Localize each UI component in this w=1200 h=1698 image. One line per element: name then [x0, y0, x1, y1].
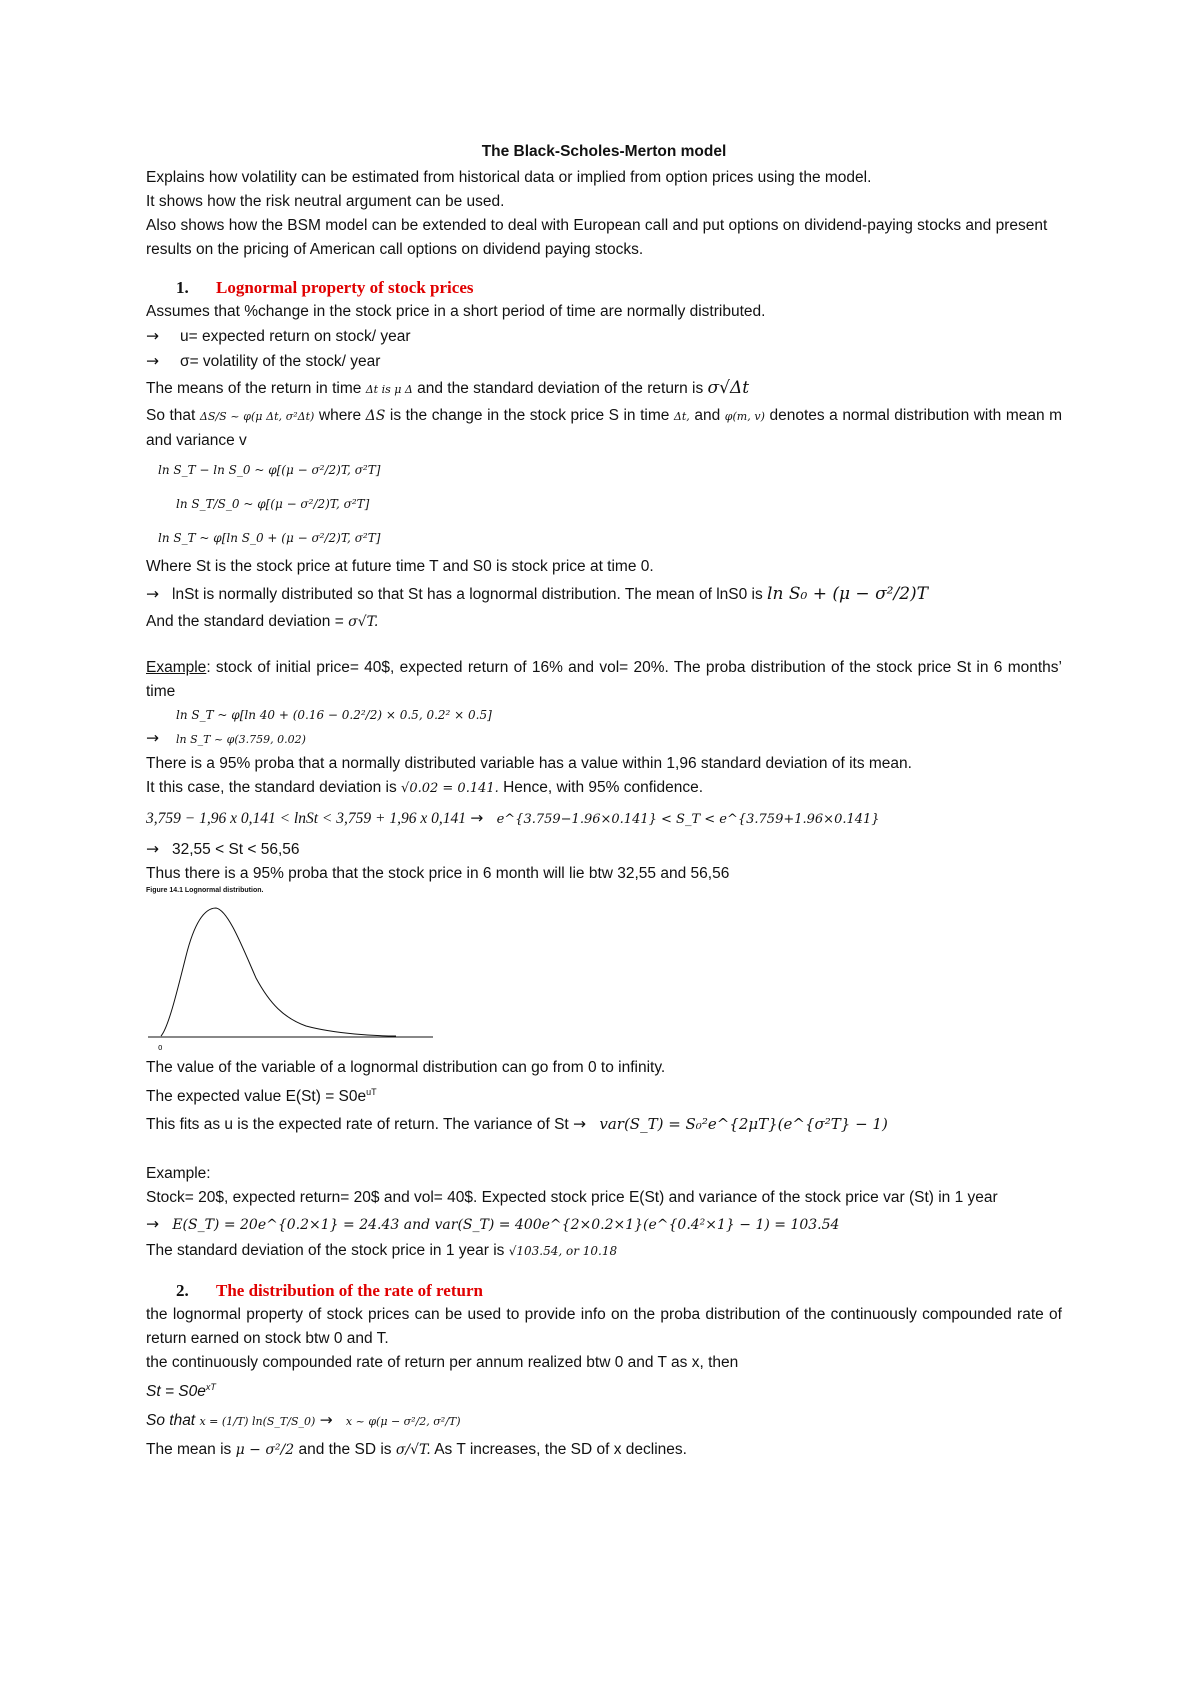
section-2-heading — [146, 1279, 1062, 1303]
equation-1: ln S_T − ln S_0 ~ φ[(μ − σ²/2)T, σ²T] — [158, 463, 381, 477]
value-line: The value of the variable of a lognormal distribution can go from 0 to infinity. — [146, 1059, 666, 1076]
equation-2: ln S_T/S_0 ~ φ[(μ − σ²/2)T, σ²T] — [176, 497, 370, 511]
section-1-title: Lognormal property of stock prices — [216, 278, 474, 297]
equation-3: ln S_T ~ φ[ln S_0 + (μ − σ²/2)T, σ²T] — [158, 531, 381, 545]
arrow-icon: → — [146, 585, 159, 603]
sd-1-year-line: The standard deviation of the stock price in 1 year is √103.54, or 10.18 — [146, 1242, 618, 1260]
mean-sd-line: The mean is μ − σ²/2 and the SD is σ/√T. As T increases, the SD of x declines. — [146, 1441, 687, 1459]
lognormal-figure — [146, 886, 1062, 1056]
lognormal-curve-chart — [146, 896, 436, 1054]
so-that-line: So that ΔS/S ~ φ(μ Δt, σ²Δt) where ΔS is the change in the stock price S in time Δt, and φ(m, v) denotes a normal distribution with mean m and variance v — [146, 407, 1063, 449]
inequality-line: 3,759 − 1,96 x 0,141 < lnSt < 3,759 + 1,96 x 0,141 → e^{3.759−1.96×0.141} < S_T < e^{3.759+1.96×0.141} — [146, 801, 1062, 837]
assumes-line: Assumes that %change in the stock price in a short period of time are normally distributed. — [146, 303, 766, 320]
where-line: Where St is the stock price at future time T and S0 is stock price at time 0. — [146, 558, 654, 575]
range-line: → 32,55 < St < 56,56 — [146, 837, 1062, 862]
arrow-icon: → — [146, 1215, 159, 1234]
section-2-para-2: the continuously compounded rate of return per annum realized btw 0 and T as x, then — [146, 1354, 739, 1372]
sd-line: And the standard deviation = σ√T. — [146, 613, 379, 630]
arrow-icon: → — [146, 352, 159, 370]
arrow-icon: → — [146, 840, 159, 858]
arrow-icon: → — [573, 1115, 587, 1134]
p95-line: There is a 95% proba that a normally distributed variable has a value within 1,96 standard deviation of its mean. — [146, 755, 912, 772]
intro-line-3: Also shows how the BSM model can be extended to deal with European call and put options on dividend-paying stocks and present results on the pricing of American call options on dividend paying stocks. — [146, 217, 1048, 258]
mu-line: → u= expected return on stock/ year — [146, 324, 1062, 349]
thus-line: Thus there is a 95% proba that the stock price in 6 month will lie btw 32,55 and 56,56 — [146, 865, 730, 882]
arrow-icon: → — [470, 809, 484, 827]
means-line: The means of the return in time Δt is μ Δ and the standard deviation of the return is σ√Δt — [146, 378, 750, 398]
section-2-title: The distribution of the rate of return — [216, 1281, 483, 1301]
document-title: The Black-Scholes-Merton model — [481, 143, 727, 160]
example-2-label: Example: — [146, 1165, 211, 1183]
example-equation-2-line: → ln S_T ~ φ(3.759, 0.02) — [146, 726, 1062, 752]
section-2-number: 2. — [176, 1281, 189, 1301]
lnst-line: → lnSt is normally distributed so that St has a lognormal distribution. The mean of lnS0 is ln S₀ + (μ − σ²/2)T — [146, 579, 1062, 610]
sd-case-line: It this case, the standard deviation is √0.02 = 0.141. Hence, with 95% confidence. — [146, 779, 704, 796]
intro-line-1: Explains how volatility can be estimated from historical data or implied from option prices using the model. — [146, 169, 872, 186]
sigma-line: → σ= volatility of the stock/ year — [146, 349, 1062, 374]
x-axis-zero-label: 0 — [158, 1044, 163, 1052]
example-1: Example: stock of initial price= 40$, expected return of 16% and vol= 20%. The proba distribution of the stock price St in 6 months’ time — [146, 659, 1062, 700]
document-page — [146, 140, 1062, 1462]
section-1-number: 1. — [176, 278, 189, 297]
x-formula-line: So that x = (1/T) ln(S_T/S_0) → x ~ φ(μ − σ²/2, σ²/T) — [146, 1404, 1062, 1438]
example-2-formula-line: → E(S_T) = 20e^{0.2×1} = 24.43 and var(S_T) = 400e^{2×0.2×1}(e^{0.4²×1} − 1) = 103.54 — [146, 1210, 1062, 1239]
arrow-icon: → — [146, 729, 159, 747]
arrow-icon: → — [146, 327, 159, 345]
figure-caption: Figure 14.1 Lognormal distribution. — [146, 887, 264, 894]
st-line: $St = S0e^{xT}$ — [146, 1382, 216, 1401]
fits-line: This fits as u is the expected rate of return. The variance of St → var(S_T) = S₀²e^{2μT}(e^{σ²T} − 1) — [146, 1109, 1062, 1140]
arrow-icon: → — [319, 1411, 333, 1430]
intro-line-2: It shows how the risk neutral argument can be used. — [146, 193, 505, 210]
lognormal-curve — [161, 908, 396, 1036]
example-equation-1: ln S_T ~ φ[ln 40 + (0.16 − 0.2²/2) × 0.5, 0.2² × 0.5] — [176, 708, 492, 722]
example-2-text: Stock= 20$, expected return= 20$ and vol= 40$. Expected stock price E(St) and variance of the stock price var (St) in 1 year — [146, 1189, 998, 1207]
section-1-heading — [146, 276, 1062, 300]
section-2-para-1: the lognormal property of stock prices can be used to provide info on the proba distribution of the continuously compounded rate of return earned on stock btw 0 and T. — [146, 1306, 1062, 1348]
expected-line: The expected value $E(St) = S0e^{uT}$ — [146, 1087, 377, 1106]
